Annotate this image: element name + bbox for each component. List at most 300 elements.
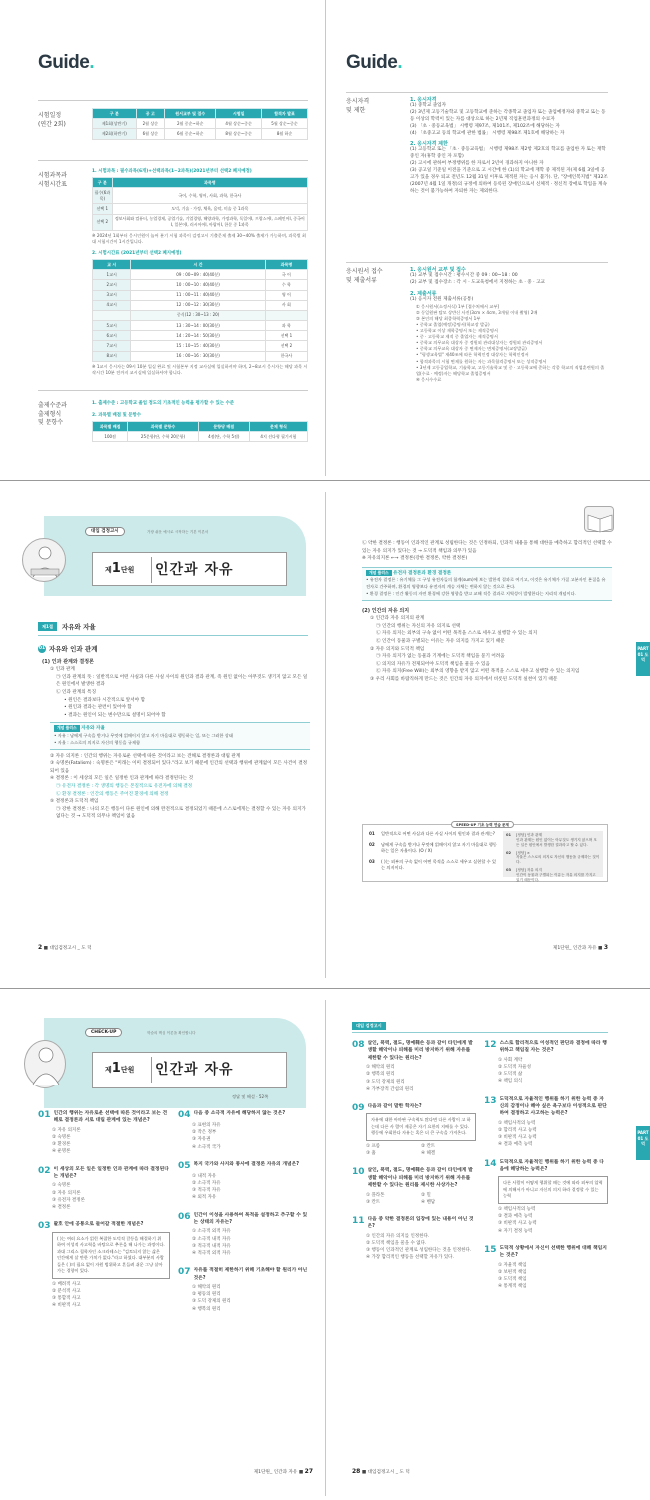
option-item: ① 해악의 원리 [192, 1284, 221, 1290]
book-tag-subtitle: 가장 쉬운 예시로 시작하는 기본 이론서 [147, 530, 209, 534]
documents-subheading: (1) 응시자 전원 제출서류(공통) [410, 296, 474, 302]
list-item: • 원인은 결과보다 시간적으로 앞서야 함 [64, 697, 146, 703]
scoring-heading: 2. 과목별 배점 및 문항수 [92, 413, 142, 418]
list-item: • 자율 : 스스로의 의지로 자신의 행동을 규제함 [54, 739, 141, 745]
table-cell: 8월 하순 [262, 129, 308, 139]
question-item [178, 1161, 310, 1202]
list-item: • 고등학교 이상 재학증명서 또는 제적증명서 [416, 328, 498, 334]
table-header-cell: 문제 형식 [249, 422, 307, 432]
question-head [38, 1110, 170, 1125]
table-cell: 11 : 00~11 : 40(40분) [131, 290, 266, 300]
table-cell: 100점 [93, 432, 128, 442]
option-item: ③ 칸트 [366, 1199, 381, 1205]
application-block [410, 266, 608, 383]
part-side-tab: PART 01 도덕 [636, 642, 650, 676]
list-item: ④ 응시수수료 [416, 376, 442, 382]
question-head [352, 1040, 476, 1062]
unit-banner [92, 1052, 287, 1088]
question-number: 14 [484, 1158, 497, 1169]
option-item: ① 책임사적의 능력 [498, 1206, 536, 1212]
table-row [93, 331, 308, 341]
subjects-block [92, 168, 308, 376]
option-item: ④ 소극적 국가 [192, 1144, 221, 1150]
speedup-answer [506, 833, 600, 848]
question-text: 괄호 안에 공통으로 들어갈 적절한 개념은? [53, 1222, 144, 1228]
question-number: 03 [38, 1221, 51, 1232]
question-text: 인간의 행위는 자유로운 선택에 따른 것이라고 보는 견해로 결정론과 서로 대립 관계에 있는 개념은? [53, 1111, 168, 1124]
table-cell: 제1회(상반기) [93, 119, 137, 129]
question-options [352, 1141, 476, 1157]
speedup-tag: SPEED-UP 기초 능력 연습 문제 [451, 821, 514, 828]
table-header-cell: 교 시 [93, 259, 131, 269]
option-item: ③ 도덕 강제의 원리 [192, 1299, 231, 1305]
timetable-table [92, 259, 308, 362]
subjects-heading: 1. 시험과목 : 필수과목(6개)+선택과목(1~2과목)(2021년부터 선택2 폐지예정) [92, 169, 252, 174]
table-cell: 사 회 [265, 300, 307, 310]
list-item: • 중학교 의무교육 대상자 중 면제자는 면제증명서(교장발급) [416, 346, 527, 352]
restriction-heading: 2. 응시자격 제한 [410, 141, 448, 148]
option-item: ④ 결정론 [52, 1205, 71, 1210]
table-row [93, 341, 308, 351]
list-item: • "평생교육법" 제40조에 따른 학력인정 대상자는 학력인정서 [416, 352, 529, 358]
answer-page-ref: 정답 및 해설 · 52쪽 [232, 1094, 269, 1099]
table-header-cell: 시 간 [131, 259, 266, 269]
table-cell: 5월 상순~중순 [262, 119, 308, 129]
table-cell: 4월 상순~중순 [216, 119, 262, 129]
option-item: ③ 흄 [366, 1151, 376, 1157]
option-item: ② 합리적 사고 능력 [498, 1128, 537, 1134]
speedup-answers [503, 831, 603, 882]
option-item: ② 소극적 내적 자유 [192, 1236, 231, 1242]
question-number: 10 [352, 1167, 365, 1178]
answer-text: [정답] × 자율은 스스로의 의지로 자신의 행동을 규제하는 것이다. [516, 850, 600, 865]
question-item [484, 1245, 608, 1291]
section-label-subjects: 시험과목과 시험시간표 [38, 172, 67, 188]
option-item: ② 칸트 [421, 1143, 436, 1149]
question-head [178, 1212, 310, 1227]
table-cell: 필수(6과목) [93, 188, 113, 204]
answer-number: 02 [506, 850, 512, 855]
table-row [93, 290, 308, 300]
question-options [38, 1180, 170, 1211]
list-item: (3) 「초 · 중등교육법」 시행령 제97조, 제101조, 제102조에 해당하는 자 [410, 123, 560, 129]
lesson-body-right: ㉡ 약한 결정론 : 행동이 인과적인 관계로 성립한다는 것은 인정하되, 인과적 내용을 통해 대한을 예측하고 합리적인 선택할 수 있는 자유 의지가 있다는 것 → 도덕적 책임과 의무가 있음 ※ 자유의지론 ←→ 결정론(강한 결정론, 약한 결정론) 개념 플러스 유전자 결정론과 환경 결정론 • 유전자 결정론 : 유기체를 그 구성 유전자들의 합계(sum)에 보는 발한적 결과로 여기고, 이것은 유기체가 가질 고분자인 본질을 유전자로 간주하며, 환경의 영향보다 유전자의 계승 자체는 변하지 않는 것으로 본다. • 환경 결정론 : 인간 활동의 자연 환경에 강한 영향을 받고 교해 적응 결과로 지역성이 발생한다는 지리적 개념이다. (2) 인간의 자유 의지 ① 인간과 자유 의지의 관계 ㉠ 인간의 행위는 자신의 자유 의지로 선택 ㉡ 자유 의지는 외부의 구속 없이 어떤 목적을 스스로 세우고 실행할 수 있는 의지 ㉢ 인간이 동물과 구별되는 이유는 자유 의지를 가지고 있기 때문 ② 자유 의지와 도덕적 책임 ㉠ 자유 의지가 없는 동물과 기계에는 도덕적 책임을 묻기 어려움 ㉡ 의지의 자유가 전제되어야 도덕적 책임을 물을 수 있음 ㉢ 자유 의지(Free Will)는 외부의 영향을 받지 않고 어떤 목적을 스스로 세우고 실행할 수 있는 의지임 ③ 우리 사회를 바람직하게 만드는 것은 인간의 자유 의지에서 비롯된 도덕적 실천이 있기 때문 [362, 541, 612, 682]
answer-number: 03 [506, 868, 512, 873]
option-item: ② 평등의 원리 [192, 1292, 221, 1298]
option-item: ① 자유 의지론 [52, 1127, 81, 1133]
divider [346, 262, 608, 263]
option-item: ④ 책임 의식 [498, 1079, 523, 1085]
table-cell: 제2회(하반기) [93, 129, 137, 139]
spread-checkup [0, 1000, 650, 1496]
option-item: ③ 환경론 [52, 1142, 71, 1148]
unit-rule [151, 557, 152, 583]
speedup-question [369, 831, 499, 837]
table-cell: 15 : 10~15 : 40(30분) [131, 341, 266, 351]
list-item: (1) 중학교 졸업자 [410, 103, 447, 108]
question-item [352, 1216, 476, 1262]
eligibility-block [410, 96, 608, 196]
table-cell: 선택 2 [93, 214, 113, 230]
question-options [178, 1120, 310, 1151]
option-item: ④ 적극적 외적 자유 [192, 1250, 231, 1256]
option-item: ④ 운명론 [52, 1149, 71, 1155]
table-cell: 13 : 30~14 : 00(30분) [131, 321, 266, 331]
question-head [352, 1167, 476, 1189]
option-item: ① 자율적 책임 [498, 1262, 527, 1268]
list-item: (2) 교부 및 접수장소 : 각 시 · 도교육청에서 지정하는 초 · 중 · 고교 [410, 279, 545, 285]
table-row [93, 300, 308, 310]
option-item: ③ 비판적 사고 능력 [498, 1135, 537, 1141]
table-cell: 14 : 20~14 : 50(30분) [131, 331, 266, 341]
list-item: • 자유 : 남에게 구속을 받거나 무엇에 얽매이지 않고 자기 마음대로 행동하는 일, 또는 그러한 상태 [54, 732, 233, 738]
question-head [484, 1040, 608, 1055]
book-tag: 대입 검정고시 [352, 1022, 386, 1030]
divider [38, 390, 308, 391]
option-item: ② 결과 예측 능력 [498, 1214, 533, 1220]
question-number: 05 [178, 1160, 191, 1171]
question-head [352, 1216, 476, 1231]
list-item: (1) 고등학교 또는 「초 · 중등교육법」 시행령 제98조 제2항 제2호의 학교를 졸업한 자 또는 재학 중인 자(휴학 중인 자 포함) [410, 147, 606, 160]
list-item: • 중학교 졸업(예정)증명서(학교장 발급) [416, 321, 490, 327]
table-cell: 정보사회와 컴퓨터, 농업경제, 공업기술, 기업경영, 해양과학, 가정과학, 독일어Ⅰ, 프랑스어Ⅰ, 스페인어Ⅰ, 중국어Ⅰ, 일본어Ⅰ, 러시아어Ⅰ, 아랍어Ⅰ, 한문 중 1과목 [112, 214, 307, 230]
question-options [178, 1226, 310, 1257]
table-header-cell: 시험일 [216, 109, 262, 119]
question-head [178, 1160, 310, 1171]
level-heading: 1. 출제수준 : 고등학교 졸업 정도의 기초적인 능력을 평가할 수 있는 수준 [92, 401, 235, 406]
table-cell: 4교시 [93, 300, 131, 310]
spread-separator [0, 480, 650, 481]
option-item: ③ 도덕 강제의 원리 [366, 1079, 405, 1085]
speedup-questions [369, 831, 499, 875]
question-options [352, 1190, 476, 1206]
option-item: ① 소극적 외적 자유 [192, 1229, 231, 1235]
section-heading: 01 자유와 인과 관계 [38, 645, 98, 653]
table-cell: 10 : 00~10 : 40(40분) [131, 280, 266, 290]
table-header-cell: 합격자 발표 [262, 109, 308, 119]
question-passage-box: ( )는 여러 요소가 얽힌 복잡한 도덕적 갈등을 해결하기 위하여 이성적 사고력을 바탕으로 추론을 해 나가는 과정이다. 과대 그리스 철학자인 소크라테스는 "검토되지 않는 삶은 인간에게 살 만한 가치가 없다."라고 하였다. 대부분의 사람들은 ( )의 필요 없이 자원 범위하고 흔들려 쉬운 그냥 살아가는 경향이 있다. [52, 1232, 170, 1279]
list-item: • 합격과목의 시험 면제를 원하는 자는 과목합격증명서 또는 성적증명서 [416, 358, 547, 364]
question-number: 06 [178, 1211, 191, 1222]
option-item: ④ 자기 결정 능력 [498, 1228, 533, 1234]
table-cell: 09 : 00~09 : 40(40분) [131, 270, 266, 280]
question-column [484, 1040, 608, 1300]
option-item: ① 해악의 원리 [366, 1065, 395, 1071]
section-label-application: 응시원서 접수 및 제출서류 [346, 268, 383, 284]
page-footer-left: 2 ■ 대입검정고시 _ 도 덕 [38, 944, 92, 951]
option-item: ③ 적극적 내적 자유 [192, 1243, 231, 1249]
question-options [178, 1171, 310, 1202]
scoring-table [92, 421, 308, 442]
option-item: ① 내적 자유 [192, 1173, 217, 1179]
checkup-tag-subtitle: 학습의 핵심 이론을 확인합니다 [147, 1031, 196, 1035]
option-item: ② 도덕적 자율성 [498, 1065, 531, 1071]
question-options [352, 1062, 476, 1093]
table-cell: 선택 1 [93, 204, 113, 214]
option-item: ① 숙명론 [52, 1183, 71, 1189]
unit-number: 제1단원 [105, 1061, 135, 1076]
restriction-list [410, 147, 608, 195]
option-item: ① 책임사적의 능력 [498, 1120, 536, 1126]
concept-box: 개념 플러스 유전자 결정론과 환경 결정론 • 유전자 결정론 : 유기체를 그 구성 유전자들의 합계(sum)에 보는 발한적 결과로 여기고, 이것은 유기체가 가질 고분자인 본질을 유전자로 간주하며, 환경의 영향보다 유전자의 계승 자체는 변하지 않는 것으로 본다. • 환경 결정론 : 인간 활동의 자연 환경에 강한 영향을 받고 교해 적응 결과로 지역성이 발생한다는 지리적 개념이다. [362, 567, 612, 601]
table-row [93, 214, 308, 230]
option-item: ④ 헤겔 [421, 1151, 436, 1157]
list-item: (1) 교부 및 접수시간 : 평수시간 중 09 : 00~18 : 00 [410, 273, 518, 278]
timetable-heading: 2. 시험시간표 (2021년부터 선택2 폐지예정) [92, 250, 182, 256]
table-header-cell: 공 고 [136, 109, 165, 119]
question-item [178, 1110, 310, 1151]
question-text: 살인, 폭력, 절도, 명예훼손 등과 같이 타인에게 발생할 해악이나 피해를 미리 방지하기 위해 자유를 제한할 수 있다는 원리를 제시한 사상가는? [367, 1168, 473, 1189]
list-item: (4) 「초중고교 등의 학교에 관한 법률」 시행령 제98조 제1호에 해당하는 자 [410, 130, 565, 136]
question-number: 02 [38, 1165, 51, 1176]
option-item: ③ 도덕적 삶 [498, 1072, 523, 1078]
option-item: ③ 적극적 자유 [192, 1188, 221, 1194]
question-text: 다음 중 약한 결정론의 입장에 있는 내용이 아닌 것은? [367, 1216, 474, 1230]
option-item: ④ 비판적 사고 [52, 1303, 81, 1309]
option-item: ③ 행동이 인과적인 관계로 성립한다는 것을 인정한다. [366, 1248, 472, 1254]
question-item [484, 1040, 608, 1086]
answer-text: [정답] 인과 관계 인과 관계는 원인 없이는 아무것도 생기지 않으며 모든 일은 원인에서 발생한 결과라고 할 수 있다. [516, 833, 597, 847]
unit-number: 제1단원 [105, 561, 135, 576]
list-item: (2) 고시에 관하여 부정행위를 한 자로서 2년이 경과하지 아니한 자 [410, 161, 544, 167]
question-number: 13 [484, 1095, 497, 1106]
option-item: ③ 도덕적 책임 [498, 1276, 527, 1282]
question-grid-left [38, 1110, 310, 1323]
section-label-level: 출제수준과 출제형식 및 문항수 [38, 402, 67, 427]
list-item: • 결과는 원인이 되는 변수만으로 설명이 되어야 함 [64, 712, 166, 718]
checkup-tag: CHECK-UP [85, 1028, 122, 1037]
question-options [484, 1118, 608, 1149]
option-item: ② 숙명론 [52, 1135, 71, 1141]
question-text: 다음과 같이 말한 학자는? [367, 1104, 422, 1110]
spread-lesson [0, 492, 650, 978]
list-item: • 중 · 고등학교 제적 중 졸업자는 제적증명서 [416, 334, 498, 340]
eligibility-heading: 1. 응시자격 [410, 97, 437, 103]
list-item: • 3년제 고등공업학교, 기술학교, 고등기술학교 및 중 · 고등학교에 준하는 각종 학교의 직업훈련원의 졸업(수료 · 예정)자는 해당학교 졸업증명서 [416, 364, 605, 376]
question-text: 도덕적으로 자율적인 행위를 하기 위한 능력 중 자신의 감정이나 해야 싶은 욕구보다 이성적으로 판단하여 결정하고 사고하는 능력은? [499, 1096, 607, 1117]
table-cell: 8교시 [93, 351, 131, 361]
question-number: 11 [352, 1215, 365, 1226]
option-item: ② 소극적 자유 [192, 1180, 221, 1186]
unit-title: 인간과 자유 [155, 1062, 234, 1078]
question-passage-box: 자유에 대한 아마판 구속력도 많다면 다른 사람이 고 하는데 다른 사 람이 제공은 자기 요한의 지배를 수 있다. 행동에 우회한다 자유는 혹은 더 큰 구속을 가져온다. [366, 1113, 476, 1141]
table-cell: 1교시 [93, 270, 131, 280]
table-header-cell: 과목별 배점 [93, 422, 128, 432]
question-number: 04 [178, 1110, 191, 1120]
question-item [352, 1167, 476, 1206]
option-item: ③ 통합적 사고 [52, 1295, 81, 1301]
option-item: ④ 통계적 책임 [498, 1284, 527, 1290]
list-item: • 원인과 결과는 관련이 있어야 함 [64, 705, 132, 711]
schedule-table [92, 108, 308, 140]
question-item [352, 1103, 476, 1157]
schedule-table-wrap [92, 108, 308, 140]
option-item: ② 도덕적 책임을 물을 수 없다. [366, 1240, 427, 1246]
option-item: ④ 행복의 원리 [192, 1306, 221, 1312]
page-footer-right: 제1단원_ 인간과 자유 ■ 3 [552, 944, 608, 951]
table-cell: 영 어 [265, 290, 307, 300]
page-footer-left: 제1단원_ 인간과 자유 ■ 27 [253, 1468, 313, 1475]
spread-separator [0, 988, 650, 989]
option-item: ② 행복의 원리 [366, 1072, 395, 1078]
chapter-tag: 제1절 [38, 622, 57, 631]
option-item: ④ 외적 자유 [192, 1195, 217, 1201]
speedup-box [362, 824, 608, 882]
list-item: ② 동일원판 탈모 상반신 사진(3cm × 4cm, 3개월 이내 촬영) 2매 [416, 309, 538, 315]
speedup-answer [506, 868, 600, 883]
question-passage-box: 다른 사람이 어떻게 행위할 때는 것에 따라 외부의 압력에 의해서가 아니고 자신의 의지 하라 결정할 수 있는 능력 [498, 1176, 608, 1204]
option-item: ① 인간의 자유 의지를 인정한다. [366, 1233, 430, 1239]
table-cell: 2교시 [93, 280, 131, 290]
question-options [484, 1204, 608, 1235]
divider [38, 635, 308, 636]
question-grid-right [352, 1040, 608, 1300]
table-row [93, 270, 308, 280]
question-options [38, 1279, 170, 1310]
question-text: 살인, 폭력, 절도, 명예훼손 등과 같이 타인에게 발생할 해악이나 피해를 미리 방지하기 위해 자유를 제한할 수 있다는 원리는? [367, 1041, 473, 1061]
list-item: • 중학교 의무교육 대상자 중 정원외 관리대상자는 정원외 관리증명서 [416, 340, 543, 346]
question-text: 도덕적 상황에서 자신이 선택한 행위에 대해 책임지는 것은? [499, 1245, 607, 1259]
spine [325, 1000, 326, 1496]
question-column [178, 1110, 310, 1323]
documents-heading: 2. 제출서류 [410, 290, 437, 297]
table-cell: 선택 2 [265, 341, 307, 351]
table-header-cell: 구 분 [93, 109, 137, 119]
question-head [484, 1245, 608, 1260]
option-item: ④ 벤담 [421, 1199, 436, 1205]
table-header-cell: 과목명 [112, 178, 307, 188]
question-item [178, 1212, 310, 1258]
table-cell [265, 310, 307, 320]
question-item [38, 1221, 170, 1309]
option-item: ② 분석적 사고 [52, 1288, 81, 1294]
option-item: ② 보편적 책임 [498, 1269, 527, 1275]
table-cell: 16 : 00~16 : 30(30분) [131, 351, 266, 361]
question-number: 01 [369, 831, 375, 836]
option-item: ① 표현의 자유 [192, 1123, 221, 1128]
student-illustration [24, 1040, 66, 1088]
speedup-answer [506, 851, 600, 866]
option-item: ④ 결과 예측 능력 [498, 1142, 533, 1148]
table-row [93, 188, 308, 204]
question-number: 15 [484, 1244, 497, 1255]
table-cell: 5교시 [93, 321, 131, 331]
question-head [484, 1096, 608, 1118]
question-number: 12 [484, 1040, 497, 1050]
table-cell: 2월 중순~하순 [165, 119, 216, 129]
option-item: ③ 유전자 결정론 [52, 1197, 85, 1203]
section-number-badge: 01 [38, 646, 46, 651]
question-head [178, 1110, 310, 1120]
book-tag: 대입 검정고시 [85, 527, 125, 536]
table-cell: 7교시 [93, 341, 131, 351]
option-item: ③ 비판적 사고 능력 [498, 1221, 537, 1227]
question-text: 남에게 구속을 받거나 무엇에 얽매이지 않고 자기 마음대로 행동하는 일은 자율이다. (O / X) [381, 841, 497, 853]
table-cell: 과 학 [265, 321, 307, 331]
unit-title: 인간과 자유 [155, 562, 234, 578]
divider [38, 100, 308, 101]
divider [38, 160, 308, 161]
application-list [410, 273, 608, 287]
table-cell: 수 학 [265, 280, 307, 290]
unit-banner [92, 552, 287, 586]
table-cell: 6월 상순 [136, 129, 165, 139]
list-item: • 환경 결정론 : 인간 활동의 자연 환경에 강한 영향을 받고 교해 적응 결과로 지역성이 발생한다는 지리적 개념이다. [366, 591, 576, 597]
unit-rule [151, 1057, 152, 1083]
subjects-note: ※ 2024년 1회부터 응시인원이 늘어 분기 시험 과목이 검정고시 기출문제 출제 30~40% 출제가 가능하며, 과목별 최대 시험시간이 1시간입니다. [92, 232, 307, 244]
table-header-cell: 문항당 배점 [198, 422, 249, 432]
option-item: ① 플라톤 [366, 1192, 385, 1198]
table-row [93, 351, 308, 361]
divider [352, 1032, 608, 1033]
list-item: (2) 3년제 고등기술학교 및 고등학교에 준하는 각종학교 졸업자 또는 졸업예정자와 중학교 또는 동등 이상의 학력이 있는 자를 대상으로 하는 2년제 직업훈련과정의 수료자 [410, 109, 606, 122]
answer-text: [정답] 자유 의지 인간이 동물과 구별되는 이유는 자유 의지를 가지고 있기 때문이다. [516, 868, 596, 882]
question-text: 일반적으로 어떤 사실과 다른 사실 사이의 원인과 결과 관계는? [381, 831, 496, 836]
list-item: • 유전자 결정론 : 유기체를 그 구성 유전자들의 합계(sum)에 보는 발한적 결과로 여기고, 이것은 유기체가 가질 고분자인 본질을 유전자로 간주하며, 환경의 영향보다 유전자의 계승 자체는 변하지 않는 것으로 본다. [366, 577, 606, 590]
level-block [92, 400, 308, 442]
timetable-note: ※ 1교시 응시자는 09시 10분 입실 완료 및 시험본부 지정 교사실에 입실하셔야 하며, 2~8교시 응시자는 해당 과목 시작시간 10분 전까지 교시실에 입실하셔야 합니다. [92, 363, 308, 375]
question-number: 01 [38, 1110, 51, 1120]
question-item [178, 1267, 310, 1313]
spine [325, 0, 326, 476]
question-item [38, 1166, 170, 1212]
question-options [38, 1125, 170, 1156]
documents-list [410, 304, 608, 383]
guide-logo-left: Guide. [38, 52, 95, 73]
table-row [93, 280, 308, 290]
question-column [352, 1040, 476, 1300]
table-cell: 4지 선다형 필기시험 [249, 432, 307, 442]
option-item: ④ 가장 합리적인 행동을 선택할 자유가 있다. [366, 1255, 454, 1261]
question-item [352, 1040, 476, 1093]
option-item: ② 자유 의지론 [52, 1190, 81, 1196]
book-illustration [584, 506, 614, 532]
divider [346, 92, 608, 93]
question-column [38, 1110, 170, 1323]
spread-guide [0, 0, 650, 476]
table-row [93, 129, 308, 139]
table-cell: 국 어 [265, 270, 307, 280]
table-cell: 도덕, 기술 · 가정, 체육, 음악, 미술 중 1과목 [112, 204, 307, 214]
spine [325, 492, 326, 978]
option-item: ① 사회 계약 [498, 1057, 523, 1063]
option-item: ④ 가부장적 간섭의 원리 [366, 1086, 414, 1092]
question-head [352, 1103, 476, 1114]
section-label-eligibility: 응시자격 및 제한 [346, 98, 370, 114]
question-options [178, 1282, 310, 1313]
question-options [484, 1260, 608, 1291]
table-cell: 국어, 수학, 영어, 사회, 과학, 한국사 [112, 188, 307, 204]
lesson-body-left: (1) 인과 관계와 결정론 ① 인과 관계 ㉠ 인과 관계의 뜻 : 일반적으로 어떤 사실과 다른 사실 사이의 원인과 결과 관계, 즉 원인 없이는 아무것도 생기지 않고 모든 일은 원인에서 발생한 결과 ㉡ 인과 관계의 특징 • 원인은 결과보다 시간적으로 앞서야 함 • 원인과 결과는 관련이 있어야 함 • 결과는 원인이 되는 변수만으로 설명이 되어야 함 개념 플러스 자유와 자율 • 자유 : 남에게 구속을 받거나 무엇에 얽매이지 않고 자기 마음대로 행동하는 일, 또는 그러한 상태 • 자율 : 스스로의 의지로 자신의 행동을 규제함 ② 자유 의지론 : 인간의 행위는 자유로운 선택에 따른 것이라고 보는 견해로 결정론과 대립 관계 ③ 숙명론(Fatalism) : 숙명론은 "미래는 이미 결정되어 있다."라고 보기 때문에 인간의 선택과 행위에 관계없이 모든 사건이 결정되어 있음 ④ 결정론 : 이 세상의 모든 일은 일정한 인과 관계에 따라 결정된다는 것 ㉠ 유전자 결정론 : 각 생명의 행동은 본질적으로 유전자에 의해 결정 ㉡ 환경 결정론 : 인간의 행동은 주어진 환경에 의해 결정 ⑤ 결정론과 도덕적 책임 ㉠ 강한 결정론 : 나의 모든 행동이 다른 원인에 의해 완전적으로 결정되었기 때문에 스스로에게는 결정할 수 있는 자유 의지가 없다는 것 → 도덕적 의무나 책임이 없음 [42, 658, 310, 821]
option-item: ① 프롬 [366, 1143, 381, 1149]
guide-logo-right: Guide. [346, 52, 403, 73]
question-text: 도덕적으로 자율적인 행위를 하기 위한 능력 중 다음에 해당하는 능력은? [499, 1159, 604, 1173]
question-head [38, 1221, 170, 1232]
page-footer-right: 28 ■ 대입검정고시 _ 도 덕 [352, 1468, 410, 1475]
option-item: ① 배려적 사고 [52, 1281, 81, 1287]
question-head [38, 1166, 170, 1181]
question-text: 자유를 적절히 제한하기 위해 기초해야 할 원리가 아닌 것은? [193, 1268, 308, 1281]
speedup-question [369, 859, 499, 871]
table-header-cell: 과목명 [265, 259, 307, 269]
table-header-cell: 원서교부 및 접수 [165, 109, 216, 119]
answer-number: 01 [506, 833, 512, 837]
list-item: ① 응시원서(소정서식) 1부 [접수처에서 교부] [416, 303, 500, 309]
table-cell: 3교시 [93, 290, 131, 300]
question-text: 다음 중 소극적 자유에 해당하지 않는 것은? [193, 1111, 286, 1116]
question-text: 인간이 이성을 사용하여 목적을 설정하고 추구할 수 있는 상태의 자유는? [193, 1212, 308, 1225]
student-illustration [22, 538, 66, 582]
